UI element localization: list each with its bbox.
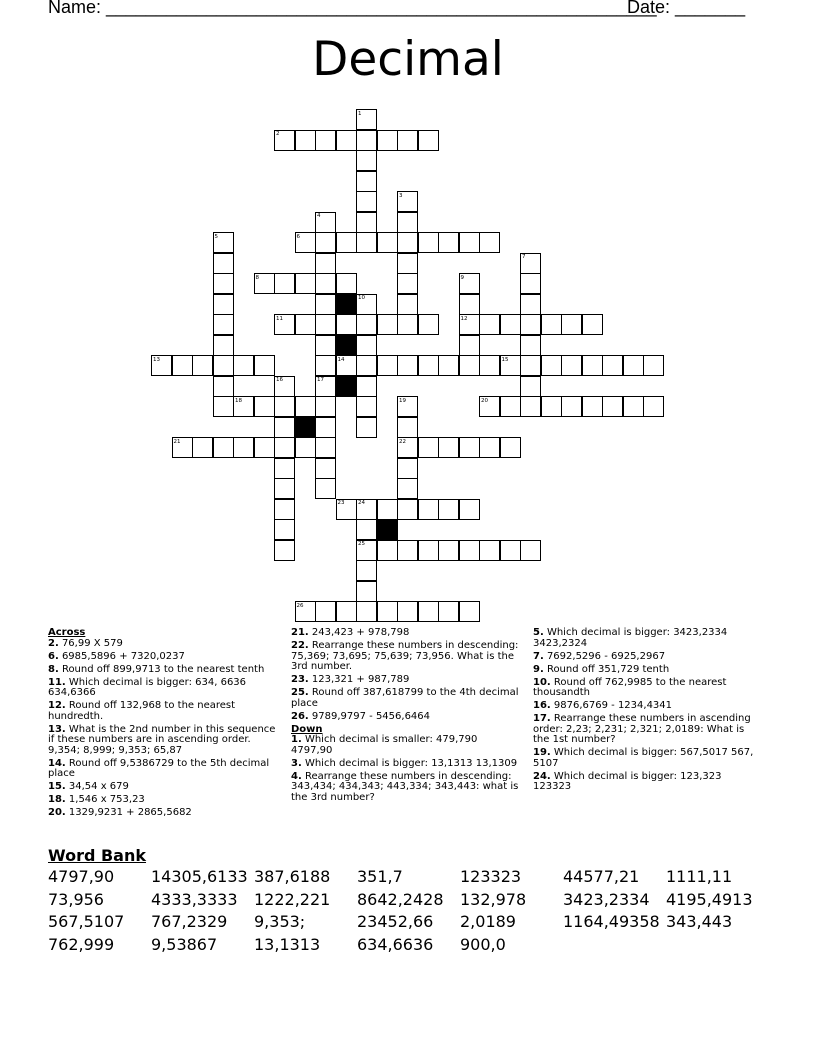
grid-cell[interactable] bbox=[295, 273, 316, 294]
word-bank-entry: 23452,66 bbox=[357, 912, 434, 931]
clue-text: Rearrange these numbers in ascending order: 2,23; 2,231; 2,321; 2,0189: What is the 1st number? bbox=[533, 713, 751, 746]
clue-item bbox=[291, 772, 519, 804]
clue-number: 3 bbox=[399, 192, 403, 199]
grid-cell[interactable] bbox=[500, 396, 521, 417]
grid-cell[interactable] bbox=[520, 376, 541, 397]
clue-item bbox=[48, 808, 276, 819]
clue-number: 11 bbox=[276, 315, 283, 322]
grid-cell[interactable] bbox=[213, 376, 234, 397]
page-title: Decimal bbox=[312, 32, 504, 87]
clue-item bbox=[533, 665, 761, 676]
grid-cell[interactable] bbox=[561, 314, 582, 335]
clue-number-label: 1. bbox=[291, 734, 302, 746]
clue-number-label: 16. bbox=[533, 700, 551, 712]
clue-item bbox=[48, 665, 276, 676]
grid-cell[interactable] bbox=[438, 437, 459, 458]
word-bank-entry: 9,353; bbox=[254, 912, 306, 931]
clue-item bbox=[533, 714, 761, 746]
word-bank-entry: 3423,2334 bbox=[563, 889, 650, 909]
clue-text: Round off 899,9713 to the nearest tenth bbox=[58, 663, 265, 675]
grid-cell[interactable] bbox=[418, 437, 439, 458]
grid-cell[interactable] bbox=[356, 335, 377, 356]
clue-text: Rearrange these numbers in descending: 75,369; 73,695; 75,639; 73,956. What is the 3rd number. bbox=[291, 639, 519, 673]
clue-text: Round off 351,729 tenth bbox=[543, 663, 670, 675]
grid-cell[interactable] bbox=[459, 232, 480, 253]
grid-cell[interactable] bbox=[356, 314, 377, 335]
clue-number: 15 bbox=[501, 356, 509, 363]
grid-cell[interactable] bbox=[274, 417, 295, 438]
grid-cell[interactable] bbox=[459, 355, 480, 376]
grid-cell[interactable] bbox=[315, 396, 336, 417]
clue-number: 7 bbox=[522, 254, 526, 260]
grid-cell[interactable] bbox=[602, 355, 623, 376]
grid-cell[interactable] bbox=[315, 335, 336, 356]
word-bank-entry: 132,978 bbox=[460, 889, 527, 909]
clue-number: 23 bbox=[337, 500, 345, 506]
grid-cell[interactable] bbox=[397, 417, 418, 438]
clue-number-label: 15. bbox=[48, 781, 66, 793]
grid-cell[interactable] bbox=[315, 232, 336, 253]
clue-item bbox=[48, 701, 276, 722]
clue-item bbox=[48, 782, 276, 793]
word-bank-entry: 44577,21 bbox=[563, 867, 640, 886]
grid-cell[interactable] bbox=[356, 417, 377, 438]
grid-cell[interactable] bbox=[459, 294, 480, 315]
grid-cell[interactable] bbox=[520, 396, 541, 417]
clue-number: 14 bbox=[337, 356, 345, 363]
word-bank-entry: 1164,49358 bbox=[563, 912, 660, 931]
clue-text: 34,54 x 679 bbox=[65, 781, 129, 793]
grid-cell[interactable] bbox=[315, 273, 336, 294]
clue-item bbox=[291, 735, 519, 756]
clue-number: 13 bbox=[153, 356, 160, 363]
grid-cell[interactable] bbox=[336, 232, 357, 253]
grid-cell[interactable] bbox=[377, 540, 398, 561]
word-bank-entry: 343,443 bbox=[666, 912, 733, 931]
clue-number: 25 bbox=[358, 541, 365, 547]
grid-cell[interactable] bbox=[438, 601, 459, 622]
clue-text: Which decimal is bigger: 634, 6636 634,6366 bbox=[48, 676, 247, 699]
word-bank-entry: 900,0 bbox=[460, 934, 506, 954]
clue-item bbox=[533, 652, 761, 663]
grid-cell[interactable] bbox=[377, 601, 398, 622]
grid-cell[interactable] bbox=[336, 601, 357, 622]
grid-cell[interactable] bbox=[295, 314, 316, 335]
clue-item bbox=[48, 725, 276, 757]
grid-cell[interactable] bbox=[274, 458, 295, 479]
clue-text: 1,546 x 753,23 bbox=[65, 794, 145, 806]
clue-text: 6985,5896 + 7320,0237 bbox=[58, 650, 185, 662]
grid-cell[interactable] bbox=[315, 437, 336, 458]
word-bank-entry: 2,0189 bbox=[460, 912, 516, 931]
grid-cell[interactable] bbox=[233, 355, 254, 376]
grid-cell[interactable] bbox=[418, 601, 439, 622]
clue-item bbox=[48, 795, 276, 806]
grid-cell[interactable] bbox=[541, 396, 562, 417]
grid-cell[interactable] bbox=[213, 314, 234, 335]
grid-cell[interactable] bbox=[274, 478, 295, 499]
clue-number: 18 bbox=[235, 397, 242, 404]
clue-number-label: 5. bbox=[533, 627, 544, 638]
clue-item bbox=[533, 748, 761, 769]
clue-text: 243,423 + 978,798 bbox=[308, 627, 410, 638]
grid-cell[interactable] bbox=[479, 314, 500, 335]
grid-cell[interactable] bbox=[336, 130, 357, 151]
clue-number-label: 25. bbox=[291, 687, 309, 699]
grid-cell[interactable] bbox=[254, 355, 275, 376]
grid-cell[interactable] bbox=[213, 355, 234, 376]
grid-cell[interactable] bbox=[520, 273, 541, 294]
clue-number: 16 bbox=[276, 377, 283, 383]
clue-item bbox=[291, 641, 519, 673]
clue-number: 12 bbox=[460, 315, 468, 322]
grid-block bbox=[377, 519, 398, 540]
clue-item bbox=[291, 688, 519, 709]
grid-cell[interactable] bbox=[397, 232, 418, 253]
clue-number: 21 bbox=[173, 438, 181, 445]
word-bank-entry: 4333,3333 bbox=[151, 889, 238, 909]
grid-cell[interactable] bbox=[397, 601, 418, 622]
word-bank-entry: 351,7 bbox=[357, 867, 403, 886]
grid-cell[interactable] bbox=[582, 314, 603, 335]
clue-item bbox=[533, 701, 761, 712]
clue-text: 9876,6769 - 1234,4341 bbox=[550, 700, 673, 712]
grid-cell[interactable] bbox=[274, 437, 295, 458]
clue-number: 10 bbox=[358, 295, 365, 301]
grid-cell[interactable] bbox=[315, 355, 336, 376]
clue-item bbox=[48, 759, 276, 780]
grid-cell[interactable] bbox=[254, 437, 275, 458]
grid-cell[interactable] bbox=[274, 273, 295, 294]
clue-item bbox=[291, 759, 519, 770]
clue-number-label: 13. bbox=[48, 723, 66, 735]
word-bank-entry: 1222,221 bbox=[254, 889, 331, 909]
clue-text: 7692,5296 - 6925,2967 bbox=[543, 650, 666, 662]
date-field-label: Date: _______ bbox=[627, 0, 746, 17]
grid-cell[interactable] bbox=[315, 601, 336, 622]
grid-cell[interactable] bbox=[356, 191, 377, 212]
grid-cell[interactable] bbox=[623, 355, 644, 376]
clue-text: 123,321 + 987,789 bbox=[308, 674, 410, 686]
grid-cell[interactable] bbox=[397, 458, 418, 479]
clue-item bbox=[533, 678, 761, 699]
clue-item bbox=[533, 628, 761, 649]
clue-number: 5 bbox=[214, 233, 218, 240]
clue-text: 1329,9231 + 2865,5682 bbox=[65, 807, 192, 819]
grid-cell[interactable] bbox=[520, 294, 541, 315]
clue-number: 20 bbox=[481, 397, 488, 404]
clue-number: 1 bbox=[358, 110, 362, 117]
clue-number-label: 8. bbox=[48, 663, 59, 675]
grid-cell[interactable] bbox=[377, 232, 398, 253]
grid-cell[interactable] bbox=[541, 355, 562, 376]
word-bank-entry: 4797,90 bbox=[48, 867, 115, 886]
grid-cell[interactable] bbox=[541, 314, 562, 335]
grid-cell[interactable] bbox=[397, 314, 418, 335]
grid-cell[interactable] bbox=[500, 540, 521, 561]
grid-cell[interactable] bbox=[438, 232, 459, 253]
grid-cell[interactable] bbox=[356, 376, 377, 397]
word-bank-entry: 1111,11 bbox=[666, 867, 733, 886]
grid-cell[interactable] bbox=[520, 355, 541, 376]
grid-cell[interactable] bbox=[213, 437, 234, 458]
word-bank-entry: 9,53867 bbox=[151, 934, 218, 954]
grid-cell[interactable] bbox=[356, 130, 377, 151]
grid-cell[interactable] bbox=[356, 232, 377, 253]
grid-cell[interactable] bbox=[356, 150, 377, 171]
grid-cell[interactable] bbox=[397, 478, 418, 499]
clue-item bbox=[48, 678, 276, 699]
grid-cell[interactable] bbox=[397, 499, 418, 520]
grid-cell[interactable] bbox=[438, 355, 459, 376]
grid-cell[interactable] bbox=[377, 355, 398, 376]
clue-column-3 bbox=[533, 628, 761, 795]
grid-cell[interactable] bbox=[643, 396, 664, 417]
grid-cell[interactable] bbox=[479, 232, 500, 253]
grid-cell[interactable] bbox=[233, 437, 254, 458]
grid-cell[interactable] bbox=[192, 355, 213, 376]
clue-number-label: 14. bbox=[48, 757, 66, 769]
clue-text: Which decimal is bigger: 13,1313 13,1309 bbox=[301, 757, 518, 769]
clue-number: 22 bbox=[399, 438, 406, 445]
clue-text: Round off 9,5386729 to the 5th decimal place bbox=[48, 757, 270, 780]
clue-text: Round off 132,968 to the nearest hundredth. bbox=[48, 700, 236, 722]
grid-cell[interactable] bbox=[315, 294, 336, 315]
clue-number-label: 7. bbox=[533, 650, 544, 662]
clue-section-heading: Across bbox=[48, 627, 86, 638]
clue-number-label: 11. bbox=[48, 676, 66, 688]
grid-cell[interactable] bbox=[356, 396, 377, 417]
word-bank-entry: 387,6188 bbox=[254, 867, 331, 886]
clue-text: Which decimal is smaller: 479,790 4797,90 bbox=[291, 734, 478, 756]
word-bank-entry: 13,1313 bbox=[254, 934, 321, 954]
clue-number: 24 bbox=[358, 500, 365, 506]
clue-number-label: 9. bbox=[533, 663, 544, 675]
clue-item bbox=[291, 628, 519, 639]
word-bank-entry: 767,2329 bbox=[151, 912, 228, 931]
grid-cell[interactable] bbox=[479, 355, 500, 376]
clue-number-label: 23. bbox=[291, 674, 309, 686]
clue-section-heading: Down bbox=[291, 723, 323, 735]
grid-cell[interactable] bbox=[192, 437, 213, 458]
grid-cell[interactable] bbox=[315, 478, 336, 499]
clue-text: Round off 387,618799 to the 4th decimal place bbox=[291, 687, 519, 709]
grid-cell[interactable] bbox=[295, 130, 316, 151]
grid-cell[interactable] bbox=[356, 212, 377, 233]
grid-cell[interactable] bbox=[561, 396, 582, 417]
grid-cell[interactable] bbox=[561, 355, 582, 376]
grid-cell[interactable] bbox=[213, 335, 234, 356]
clue-number: 4 bbox=[317, 213, 321, 219]
grid-cell[interactable] bbox=[295, 396, 316, 417]
grid-cell[interactable] bbox=[418, 314, 439, 335]
grid-cell[interactable] bbox=[356, 560, 377, 581]
grid-cell[interactable] bbox=[274, 499, 295, 520]
grid-cell[interactable] bbox=[213, 294, 234, 315]
grid-cell[interactable] bbox=[397, 540, 418, 561]
clue-number-label: 4. bbox=[291, 770, 302, 782]
clue-column-2 bbox=[291, 628, 519, 806]
clue-text: Round off 762,9985 to the nearest thousandth bbox=[533, 676, 727, 699]
clue-number-label: 22. bbox=[291, 639, 309, 651]
grid-cell[interactable] bbox=[418, 499, 439, 520]
grid-cell[interactable] bbox=[356, 601, 377, 622]
word-bank-title: Word Bank bbox=[48, 846, 147, 865]
grid-cell[interactable] bbox=[520, 314, 541, 335]
clue-number: 2 bbox=[276, 131, 280, 137]
clue-number: 8 bbox=[255, 274, 259, 281]
grid-cell[interactable] bbox=[315, 314, 336, 335]
grid-cell[interactable] bbox=[213, 396, 234, 417]
clue-number-label: 24. bbox=[533, 770, 551, 782]
clue-number: 26 bbox=[296, 602, 304, 609]
name-field-label: Name: _______________________________________________________ bbox=[48, 0, 657, 17]
clue-item bbox=[291, 675, 519, 686]
grid-cell[interactable] bbox=[315, 130, 336, 151]
word-bank-entry: 4195,4913 bbox=[666, 889, 753, 909]
grid-cell[interactable] bbox=[418, 540, 439, 561]
word-bank-entry: 14305,6133 bbox=[151, 867, 248, 886]
grid-cell[interactable] bbox=[459, 499, 480, 520]
grid-block bbox=[336, 376, 357, 397]
grid-cell[interactable] bbox=[438, 499, 459, 520]
grid-cell[interactable] bbox=[397, 130, 418, 151]
grid-cell[interactable] bbox=[397, 294, 418, 315]
clue-number-label: 6. bbox=[48, 650, 59, 662]
grid-block bbox=[336, 294, 357, 315]
clue-item bbox=[48, 652, 276, 663]
grid-cell[interactable] bbox=[336, 273, 357, 294]
clue-number: 17 bbox=[317, 377, 324, 383]
grid-cell[interactable] bbox=[315, 253, 336, 274]
clue-text: Rearrange these numbers in descending: 343,434; 434,343; 443,334; 343,443: what is the 3rd number? bbox=[291, 770, 519, 804]
grid-cell[interactable] bbox=[356, 519, 377, 540]
grid-cell[interactable] bbox=[274, 540, 295, 561]
word-bank-entry: 73,956 bbox=[48, 889, 104, 909]
word-bank-entry: 634,6636 bbox=[357, 934, 434, 954]
grid-cell[interactable] bbox=[397, 355, 418, 376]
clue-item bbox=[533, 772, 761, 793]
grid-cell[interactable] bbox=[172, 355, 193, 376]
grid-cell[interactable] bbox=[418, 130, 439, 151]
grid-cell[interactable] bbox=[500, 314, 521, 335]
grid-cell[interactable] bbox=[459, 335, 480, 356]
clue-text: Which decimal is bigger: 567,5017 567, 5107 bbox=[533, 747, 754, 769]
clue-number-label: 17. bbox=[533, 713, 551, 725]
grid-block bbox=[336, 335, 357, 356]
word-bank-entry: 123323 bbox=[460, 867, 522, 886]
grid-cell[interactable] bbox=[336, 314, 357, 335]
clue-text: Which decimal is bigger: 3423,2334 3423,2324 bbox=[533, 627, 728, 649]
clue-number: 9 bbox=[460, 274, 464, 281]
grid-cell[interactable] bbox=[356, 355, 377, 376]
grid-cell[interactable] bbox=[582, 396, 603, 417]
clue-item bbox=[291, 712, 519, 723]
word-bank-entry: 567,5107 bbox=[48, 912, 125, 931]
grid-cell[interactable] bbox=[315, 417, 336, 438]
clue-number-label: 26. bbox=[291, 710, 309, 722]
grid-cell[interactable] bbox=[602, 396, 623, 417]
grid-cell[interactable] bbox=[315, 458, 336, 479]
grid-cell[interactable] bbox=[500, 437, 521, 458]
grid-cell[interactable] bbox=[397, 273, 418, 294]
grid-cell[interactable] bbox=[643, 355, 664, 376]
clue-number: 6 bbox=[296, 233, 300, 240]
grid-cell[interactable] bbox=[582, 355, 603, 376]
clue-number-label: 18. bbox=[48, 794, 66, 806]
word-bank-entry: 8642,2428 bbox=[357, 889, 444, 909]
grid-cell[interactable] bbox=[213, 253, 234, 274]
grid-cell[interactable] bbox=[397, 212, 418, 233]
grid-cell[interactable] bbox=[479, 437, 500, 458]
grid-cell[interactable] bbox=[459, 540, 480, 561]
grid-cell[interactable] bbox=[274, 396, 295, 417]
grid-cell[interactable] bbox=[377, 314, 398, 335]
grid-cell[interactable] bbox=[397, 253, 418, 274]
word-bank-entry: 762,999 bbox=[48, 934, 115, 954]
clue-text: 9789,9797 - 5456,6464 bbox=[308, 710, 431, 722]
clue-item bbox=[48, 639, 276, 650]
grid-cell[interactable] bbox=[254, 396, 275, 417]
grid-cell[interactable] bbox=[520, 540, 541, 561]
word-bank bbox=[48, 866, 808, 956]
clue-number-label: 20. bbox=[48, 807, 66, 819]
grid-cell[interactable] bbox=[623, 396, 644, 417]
clue-number-label: 3. bbox=[291, 757, 302, 769]
clue-number-label: 2. bbox=[48, 637, 59, 649]
grid-cell[interactable] bbox=[377, 130, 398, 151]
grid-cell[interactable] bbox=[295, 437, 316, 458]
clue-text: Which decimal is bigger: 123,323 123323 bbox=[533, 770, 722, 793]
grid-cell[interactable] bbox=[418, 355, 439, 376]
clue-number-label: 12. bbox=[48, 700, 66, 712]
grid-cell[interactable] bbox=[213, 273, 234, 294]
clue-number-label: 10. bbox=[533, 676, 551, 688]
grid-cell[interactable] bbox=[274, 519, 295, 540]
grid-cell[interactable] bbox=[377, 499, 398, 520]
clue-text: 76,99 X 579 bbox=[58, 637, 123, 649]
clue-number-label: 21. bbox=[291, 627, 309, 638]
clue-text: What is the 2nd number in this sequence if these numbers are in ascending order. 9,354; 8,999; 9,353; 65,87 bbox=[48, 723, 276, 756]
grid-cell[interactable] bbox=[520, 335, 541, 356]
clue-number-label: 19. bbox=[533, 747, 551, 759]
grid-cell[interactable] bbox=[459, 601, 480, 622]
grid-cell[interactable] bbox=[356, 171, 377, 192]
grid-cell[interactable] bbox=[356, 581, 377, 602]
grid-cell[interactable] bbox=[418, 232, 439, 253]
grid-cell[interactable] bbox=[479, 540, 500, 561]
grid-block bbox=[295, 417, 316, 438]
grid-cell[interactable] bbox=[438, 540, 459, 561]
clue-number: 19 bbox=[399, 397, 406, 404]
clue-column-1 bbox=[48, 628, 276, 821]
grid-cell[interactable] bbox=[459, 437, 480, 458]
